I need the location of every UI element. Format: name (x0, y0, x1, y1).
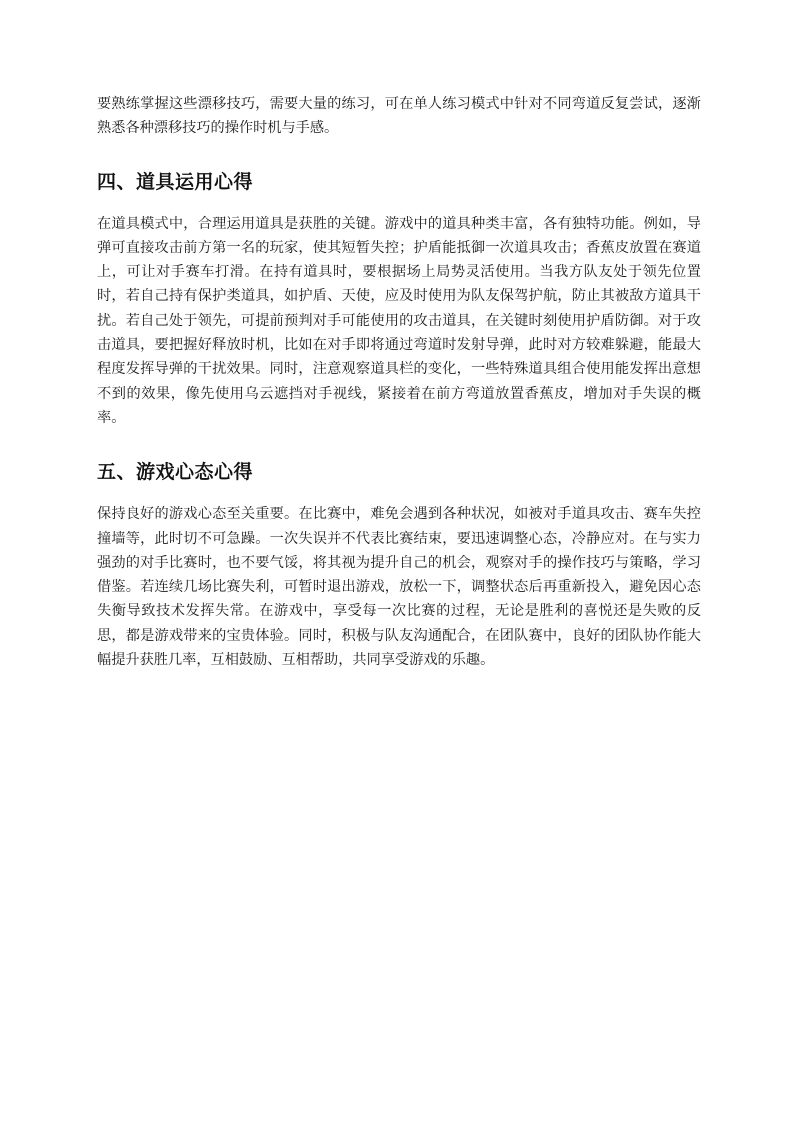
section-paragraph-item-usage: 在道具模式中，合理运用道具是获胜的关键。游戏中的道具种类丰富，各有独特功能。例如，导弹可直接攻击前方第一名的玩家，使其短暂失控；护盾能抵御一次道具攻击；香蕉皮放置在赛道上，可让对手赛车打滑。在持有道具时，要根据场上局势灵活使用。当我方队友处于领先位置时，若自己持有保护类道具，如护盾、天使，应及时使用为队友保驾护航，防止其被敌方道具干扰。若自己处于领先，可提前预判对手可能使用的攻击道具，在关键时刻使用护盾防御。对于攻击道具，要把握好释放时机，比如在对手即将通过弯道时发射导弹，此时对方较难躲避，能最大程度发挥导弹的干扰效果。同时，注意观察道具栏的变化，一些特殊道具组合使用能发挥出意想不到的效果，像先使用乌云遮挡对手视线，紧接着在前方弯道放置香蕉皮，增加对手失误的概率。 (97, 215, 701, 426)
section-paragraph-game-mindset: 保持良好的游戏心态至关重要。在比赛中，难免会遇到各种状况，如被对手道具攻击、赛车失控撞墙等，此时切不可急躁。一次失误并不代表比赛结束，要迅速调整心态，冷静应对。在与实力强劲的对手比赛时，也不要气馁，将其视为提升自己的机会，观察对手的操作技巧与策略，学习借鉴。若连续几场比赛失利，可暂时退出游戏，放松一下，调整状态后再重新投入，避免因心态失衡导致技术发挥失常。在游戏中，享受每一次比赛的过程，无论是胜利的喜悦还是失败的反思，都是游戏带来的宝贵体验。同时，积极与队友沟通配合，在团队赛中，良好的团队协作能大幅提升获胜几率，互相鼓励、互相帮助，共同享受游戏的乐趣。 (97, 506, 701, 669)
section-heading-item-usage: 四、道具运用心得 (97, 170, 254, 193)
intro-paragraph: 要熟练掌握这些漂移技巧，需要大量的练习，可在单人练习模式中针对不同弯道反复尝试，逐渐熟悉各种漂移技巧的操作时机与手感。 (97, 96, 701, 137)
document-body (97, 92, 701, 672)
section-heading-game-mindset: 五、游戏心态心得 (97, 461, 254, 484)
